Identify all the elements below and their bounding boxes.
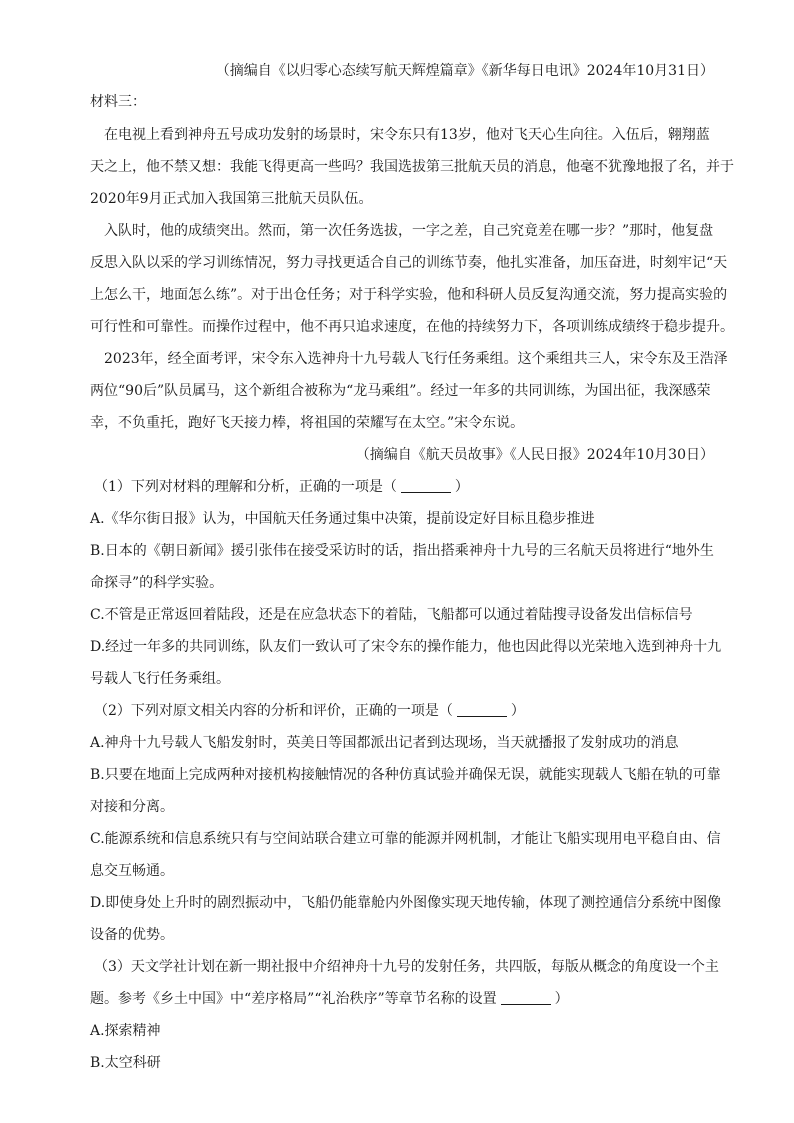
question-3-stem-cont: 题。参考《乡土中国》中“差序格局”“礼治秩序”等章节名称的设置 ）: [90, 991, 569, 1007]
option-b-cont: 对接和分离。: [90, 799, 174, 815]
option-b: B.只要在地面上完成两种对接机构接触情况的各种仿真试验并确保无误，就能实现载人飞船在轨的可靠: [90, 767, 721, 783]
paragraph-line: 入队时，他的成绩突出。然而，第一次任务选拔，一字之差，自己究竟差在哪一步？”那时，他复盘: [104, 223, 714, 239]
option-a: A.神舟十九号载人飞船发射时，英美日等国都派出记者到达现场，当天就播报了发射成功的消息: [90, 735, 679, 751]
paragraph-line: 两位“90后”队员属马，这个新组合被称为“龙马乘组”。经过一年多的共同训练，为国出征，我深感荣: [90, 383, 711, 399]
paragraph-line: 上怎么干，地面怎么练”。对于出仓任务；对于科学实验，他和科研人员反复沟通交流，努力提高实验的: [90, 287, 728, 303]
option-c: C.能源系统和信息系统只有与空间站联合建立可靠的能源并网机制，才能让飞船实现用电平稳自由、信: [90, 831, 721, 847]
option-b: B.日本的《朝日新闻》援引张伟在接受采访时的话，指出搭乘神舟十九号的三名航天员将进行“地外生: [90, 543, 714, 559]
answer-blank[interactable]: [457, 702, 507, 717]
option-b-cont: 命探寻”的科学实验。: [90, 575, 224, 591]
paragraph-line: 2023年，经全面考评，宋令东入选神舟十九号载人飞行任务乘组。这个乘组共三人，宋令东及王浩泽: [104, 351, 728, 367]
question-3-stem: （3）天文学社计划在新一期社报中介绍神舟十九号的发射任务，共四版，每版从概念的角度设一个主: [94, 959, 719, 975]
source-citation-top: （摘编自《以归零心态续写航天辉煌篇章》《新华每日电讯》2024年10月31日）: [215, 63, 714, 79]
answer-blank[interactable]: [401, 478, 451, 493]
source-citation: （摘编自《航天员故事》《人民日报》2024年10月30日）: [355, 447, 714, 463]
paragraph-line: 反思入队以采的学习训练情况，努力寻找更适合自己的训练节奏，他扎实准备，加压奋进，时刻牢记“天: [90, 255, 728, 271]
option-a: A.《华尔街日报》认为，中国航天任务通过集中决策，提前设定好目标且稳步推进: [90, 511, 595, 527]
option-a: A.探索精神: [90, 1023, 161, 1039]
paragraph-line: 幸，不负重托，跑好飞天接力棒，将祖国的荣耀写在太空。”宋令东说。: [90, 415, 525, 431]
paragraph-line: 可行性和可靠性。而操作过程中，他不再只追求速度，在他的持续努力下，各项训练成绩终于稳步提升。: [90, 319, 734, 335]
paragraph-line: 天之上，他不禁又想：我能飞得更高一些吗？我国选拔第三批航天员的消息，他毫不犹豫地报了名，并于: [90, 159, 734, 175]
option-c-cont: 息交互畅通。: [90, 863, 174, 879]
option-b: B.太空科研: [90, 1055, 161, 1071]
option-d: D.即使身处上升时的剧烈振动中，飞船仍能靠舱内外图像实现天地传输，体现了测控通信分系统中图像: [90, 895, 722, 911]
material-heading: 材料三：: [90, 94, 146, 110]
option-d: D.经过一年多的共同训练，队友们一致认可了宋令东的操作能力，他也因此得以光荣地入选到神舟十九: [90, 639, 722, 655]
paragraph-line: 2020年9月正式加入我国第三批航天员队伍。: [90, 191, 373, 207]
option-c: C.不管是正常返回着陆段，还是在应急状态下的着陆，飞船都可以通过着陆搜寻设备发出信标信号: [90, 607, 693, 623]
option-d-cont: 设备的优势。: [90, 927, 174, 943]
paragraph-line: 在电视上看到神舟五号成功发射的场景时，宋令东只有13岁，他对飞天心生向往。入伍后，翱翔蓝: [104, 127, 710, 143]
answer-blank[interactable]: [501, 990, 551, 1005]
question-1-stem: （1）下列对材料的理解和分析，正确的一项是（ ）: [94, 479, 469, 495]
option-d-cont: 号载人飞行任务乘组。: [90, 671, 230, 687]
question-2-stem: （2）下列对原文相关内容的分析和评价，正确的一项是（ ）: [94, 703, 525, 719]
